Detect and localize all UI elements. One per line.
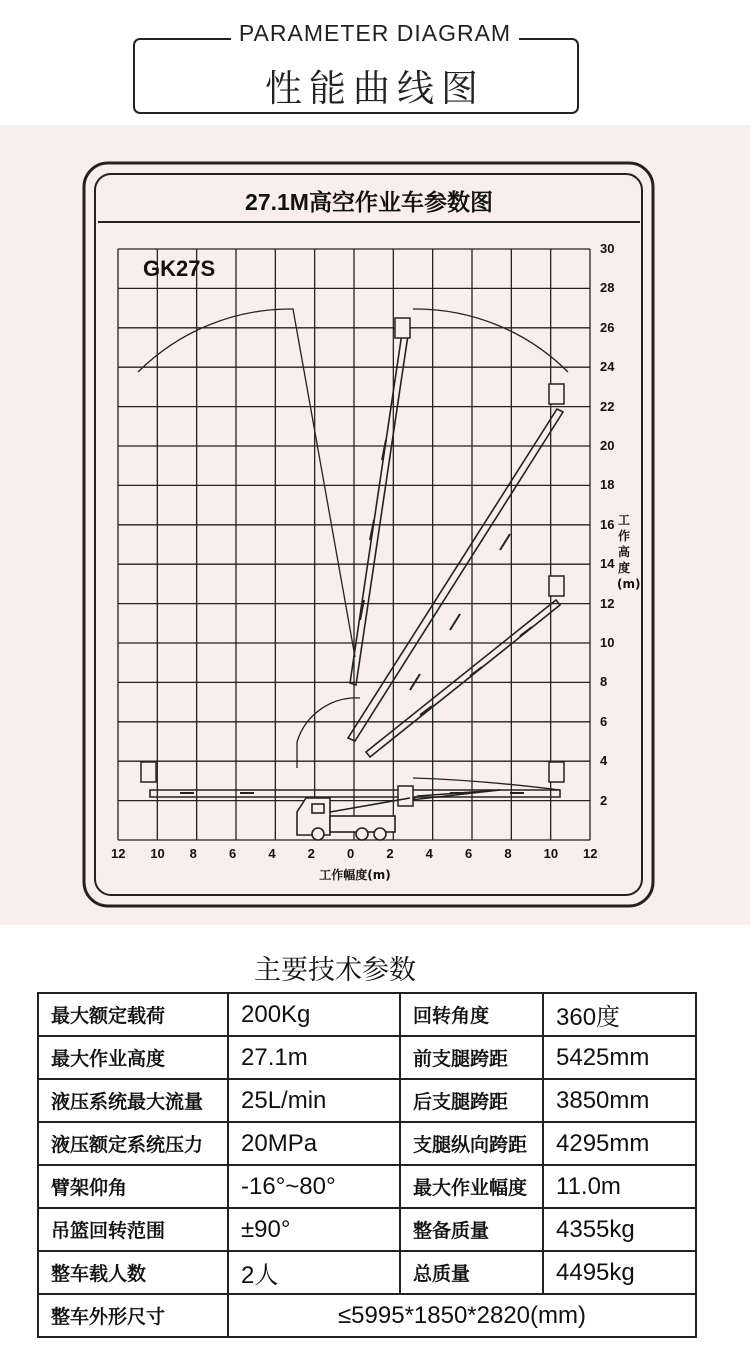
platform-left: [141, 762, 156, 782]
y-tick-label: 12: [600, 595, 615, 611]
spec-label: 最大作业幅度: [400, 1165, 543, 1208]
spec-label: 最大额定载荷: [38, 993, 228, 1036]
spec-label: 液压系统最大流量: [38, 1079, 228, 1122]
spec-row: [38, 1079, 696, 1122]
spec-row: [38, 1165, 696, 1208]
spec-label: 液压额定系统压力: [38, 1122, 228, 1165]
spec-row: [38, 1036, 696, 1079]
spec-row: [38, 1122, 696, 1165]
y-tick-label: 18: [600, 477, 615, 493]
spec-row: [38, 993, 696, 1036]
platform-stowed: [398, 786, 413, 806]
model-label: GK27S: [143, 256, 216, 281]
y-tick-label: 28: [600, 280, 615, 296]
x-tick-label: 12: [111, 846, 126, 861]
y-tick-label: 4: [600, 753, 608, 769]
y-tick-label: 20: [600, 438, 615, 453]
x-tick-label: 8: [189, 846, 197, 861]
x-tick-label: 6: [465, 846, 473, 861]
y-tick-label: 6: [600, 713, 608, 729]
spec-value: 200Kg: [228, 993, 400, 1036]
spec-value: 3850mm: [543, 1079, 696, 1122]
x-tick-label: 10: [150, 846, 165, 861]
platform-right: [549, 762, 564, 782]
boom-horizontal: [150, 790, 560, 797]
y-tick-label: 8: [600, 674, 608, 690]
grid: [118, 249, 590, 840]
x-tick-label: 8: [504, 846, 512, 861]
y-tick-label: 30: [600, 241, 615, 256]
spec-label: 整车载人数: [38, 1251, 228, 1294]
platform-upper-right: [549, 384, 564, 404]
x-tick-label: 4: [268, 846, 276, 861]
spec-row: [38, 1208, 696, 1251]
spec-label: 最大作业高度: [38, 1036, 228, 1079]
y-tick-label: 10: [600, 635, 615, 650]
x-tick-label: 4: [425, 846, 433, 861]
platform-top: [395, 318, 410, 338]
spec-value: 11.0m: [543, 1165, 696, 1208]
platforms: [141, 318, 564, 806]
spec-value: 4495kg: [543, 1251, 696, 1294]
chart-title: 27.1M高空作业车参数图: [245, 189, 493, 215]
y-tick-label: 14: [600, 556, 615, 572]
spec-value: 2人: [228, 1251, 400, 1294]
spec-value: 360度: [543, 993, 696, 1036]
boom-group: [150, 333, 563, 800]
x-tick-label: 0: [347, 846, 355, 861]
spec-row-dimensions: [38, 1294, 696, 1337]
x-axis-label: 工作幅度(m): [319, 868, 391, 882]
y-tick-label: 22: [600, 398, 615, 414]
x-tick-label: 2: [307, 846, 315, 861]
spec-title: 主要技术参数: [254, 955, 416, 986]
spec-value: -16°~80°: [228, 1165, 400, 1208]
x-tick-label: 12: [583, 846, 598, 861]
spec-label: 臂架仰角: [38, 1165, 228, 1208]
title-english: PARAMETER DIAGRAM: [0, 20, 750, 47]
header: [0, 0, 750, 125]
inner-frame: [95, 174, 642, 895]
x-tick-label: 6: [229, 846, 237, 861]
y-axis-label: 工作高度(m): [617, 513, 641, 591]
spec-label: 吊篮回转范围: [38, 1208, 228, 1251]
boom-base: [410, 790, 500, 800]
spec-label: 整备质量: [400, 1208, 543, 1251]
title-chinese: 性能曲线图: [265, 67, 485, 110]
x-tick-label: 10: [543, 846, 559, 861]
x-tick-label: 2: [386, 846, 394, 861]
y-tick-label: 26: [600, 319, 615, 335]
platform-mid-right: [549, 576, 564, 596]
spec-value: 27.1m: [228, 1036, 400, 1079]
spec-label: 回转角度: [400, 993, 543, 1036]
y-tick-label: 16: [600, 516, 615, 532]
spec-row: [38, 1251, 696, 1294]
boom-steep: [348, 409, 563, 741]
spec-label: 整车外形尺寸: [38, 1294, 228, 1337]
boom-vertical: [350, 333, 408, 685]
spec-value: 4295mm: [543, 1122, 696, 1165]
spec-value: 25L/min: [228, 1079, 400, 1122]
spec-value: 20MPa: [228, 1122, 400, 1165]
spec-label: 总质量: [400, 1251, 543, 1294]
envelope-left: [138, 309, 355, 657]
spec-value: 4355kg: [543, 1208, 696, 1251]
envelope-right: [413, 309, 568, 372]
spec-value: ±90°: [228, 1208, 400, 1251]
spec-label: 前支腿跨距: [400, 1036, 543, 1079]
spec-label: 支腿纵向跨距: [400, 1122, 543, 1165]
envelope-lower: [413, 778, 560, 790]
spec-value: ≤5995*1850*2820(mm): [228, 1294, 696, 1337]
performance-diagram: [0, 125, 750, 925]
y-tick-label: 2: [600, 792, 608, 808]
spec-value: 5425mm: [543, 1036, 696, 1079]
spec-table: [37, 992, 697, 1338]
y-tick-label: 24: [600, 359, 615, 375]
spec-label: 后支腿跨距: [400, 1079, 543, 1122]
